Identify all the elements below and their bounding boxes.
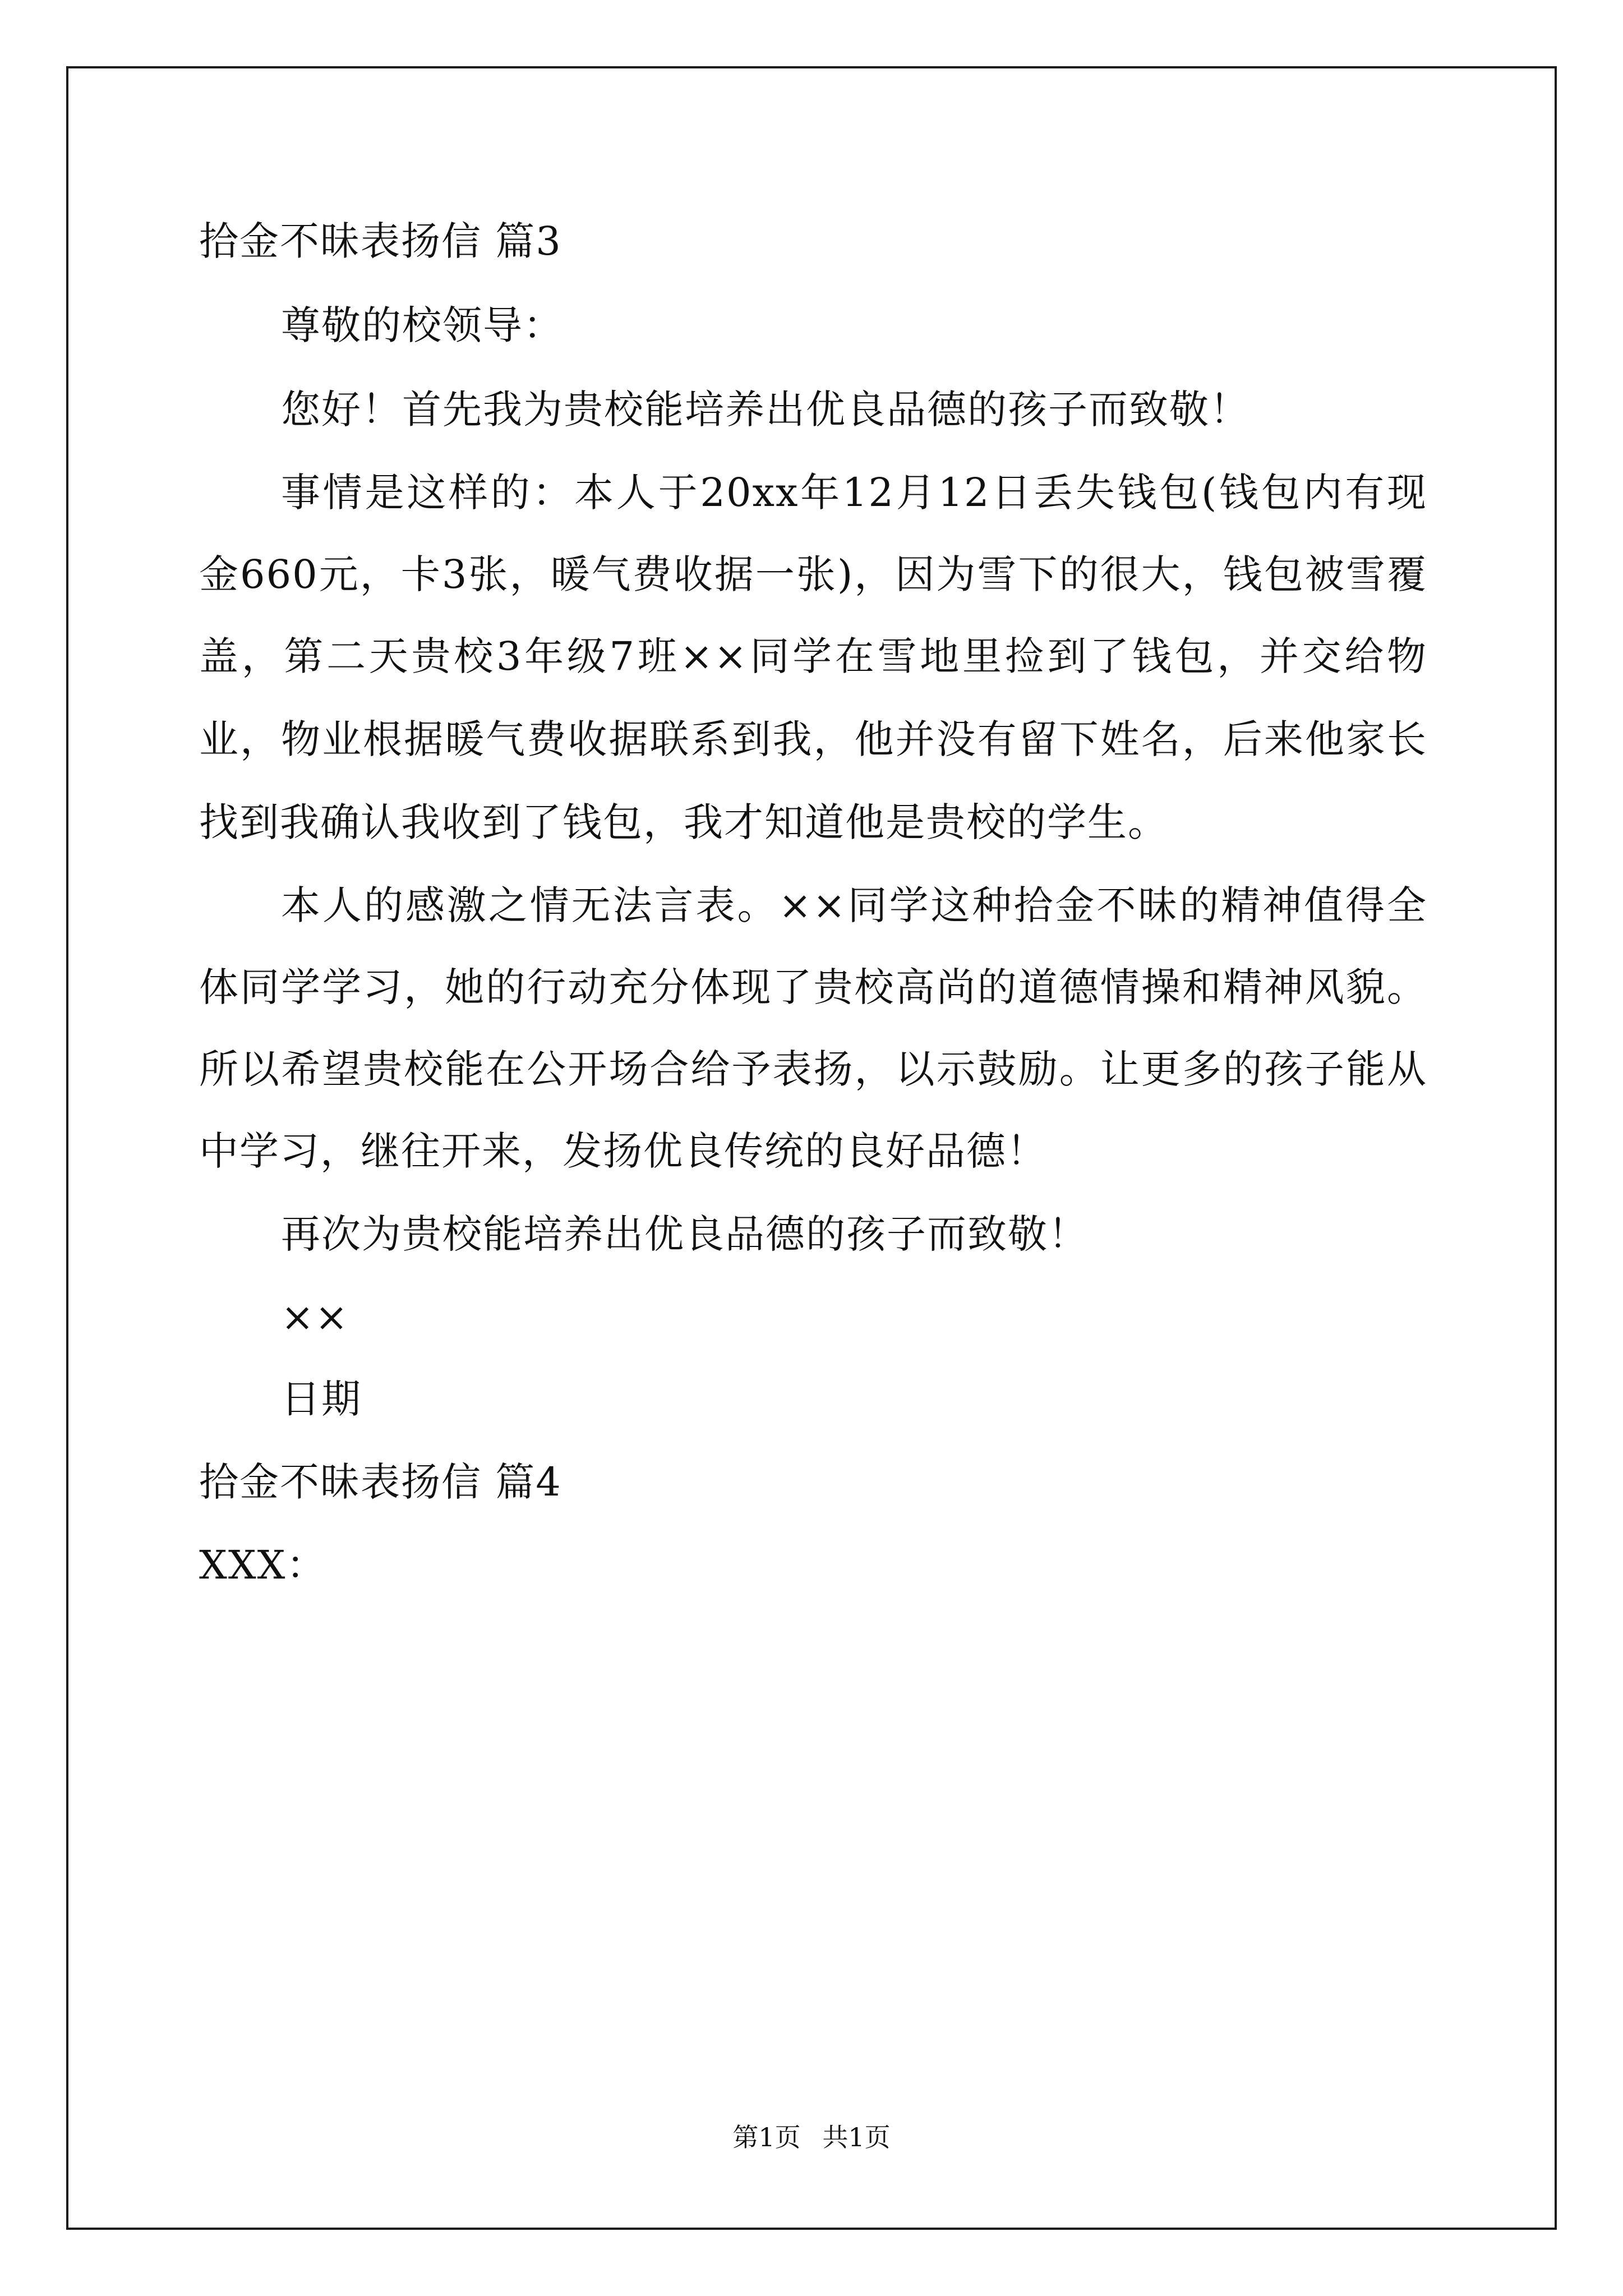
page-number-total: 共1页 [822, 2122, 891, 2152]
paragraph-line: 所以希望贵校能在公开场合给予表扬，以示鼓励。让更多的孩子能从 [199, 1046, 1427, 1092]
paragraph-line: 金660元，卡3张，暖气费收据一张)，因为雪下的很大，钱包被雪覆 [199, 551, 1427, 597]
paragraph-line: 找到我确认我收到了钱包，我才知道他是贵校的学生。 [199, 799, 1168, 845]
paragraph-line: 本人的感激之情无法言表。××同学这种拾金不昧的精神值得全 [281, 882, 1427, 928]
date-line: 日期 [281, 1376, 362, 1422]
salutation-4: XXX： [199, 1542, 327, 1588]
paragraph-line: 中学习，继往开来，发扬优良传统的良好品德！ [199, 1128, 1047, 1174]
salutation: 尊敬的校领导： [281, 302, 564, 348]
page-footer [0, 2120, 1623, 2154]
page-number-current: 第1页 [732, 2122, 801, 2152]
signature: ×× [281, 1294, 349, 1340]
section-heading-4: 拾金不昧表扬信 篇4 [199, 1459, 562, 1505]
paragraph-line: 业，物业根据暖气费收据联系到我，他并没有留下姓名，后来他家长 [199, 716, 1427, 762]
paragraph-greeting: 您好！首先我为贵校能培养出优良品德的孩子而致敬！ [281, 386, 1250, 432]
section-heading-3: 拾金不昧表扬信 篇3 [199, 218, 562, 264]
paragraph-line: 盖，第二天贵校3年级7班××同学在雪地里捡到了钱包，并交给物 [199, 633, 1427, 679]
paragraph-closing: 再次为贵校能培养出优良品德的孩子而致敬！ [281, 1211, 1089, 1257]
paragraph-line: 事情是这样的：本人于20xx年12月12日丢失钱包(钱包内有现 [281, 470, 1427, 516]
paragraph-line: 体同学学习，她的行动充分体现了贵校高尚的道德情操和精神风貌。 [199, 964, 1427, 1010]
